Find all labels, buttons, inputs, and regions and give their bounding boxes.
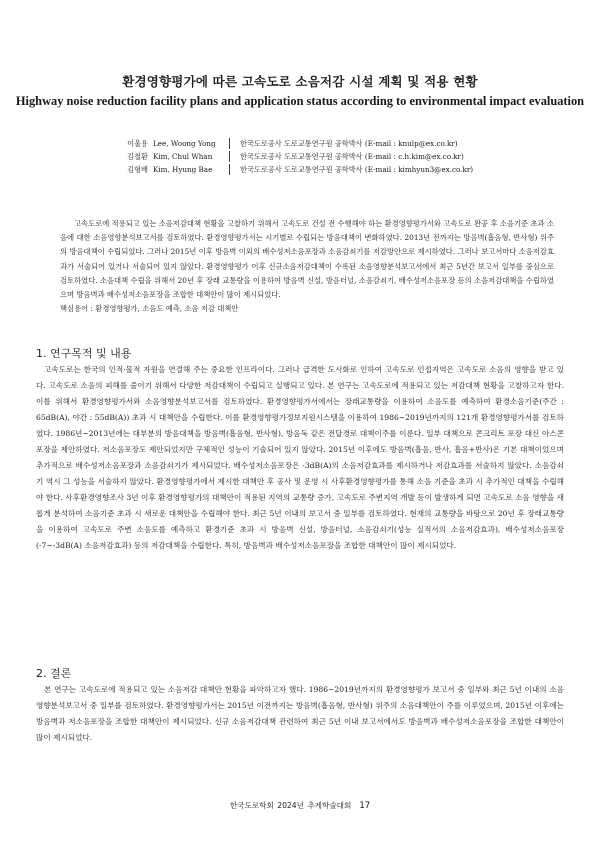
section-paragraph: 본 연구는 고속도로에 적용되고 있는 소음저감 대책안 현황을 파악하고자 했다. 1986~2019년까지의 환경영향평가 보고서 중 일부와 최근 5년 이내의 소음영향분석보고서 중 일부를 검토하였다. 환경영향평가서는 2015년 이전까지는 방음벽(흡음형, 반사형) 위주의 소음대책안이 주를 이루었으며, 2015년 이후에는 방음벽과 저소음포장을 조합한 대책안이 제시되었다. 신규 소음저감대책 관련하여 최근 5년 이내 보고서에서도 방음벽과 배수성저소음포장을 조합한 대책안이 많이 제시되었다. (36, 685, 564, 742)
abstract (60, 217, 554, 316)
author-affiliation: 한국도로공사 도로교통연구원 공학박사 (E-mail : knulp@ex.co.kr) (240, 139, 458, 148)
page-footer (0, 800, 600, 811)
section-paragraph: 고속도로는 한국의 인적·물적 자원을 연결해 주는 중요한 인프라이다. 그러나 급격한 도시화로 인하여 고속도로 인접지역은 고속도로 소음의 영향을 받고 있다. 고속도로 소음의 피해를 줄이기 위해서 다양한 저감대책이 수립되고 실행되고 있다. 본 연구는 고속도로에 적용되고 있는 저감대책 현황을 고찰하고자 한다. 이를 위해서 환경영향평가서와 소음영향분석보고서를 검토하였다. 환경영향평가서에서는 장래교통량을 이용하여 소음도를 예측하여 환경소음기준(주간 : 65dB(A), 야간 : 55dB(A)) 초과 시 대책안을 수립한다. 이를 환경영향평가정보지원시스템을 이용하여 1986~2019년까지의 121개 환경영향평가서를 검토하였다. 1986년~2013년에는 대부분의 방음대책을 방음벽(흡음형, 반사형), 방음둑 같은 전달경로 대책이주를 이룬다. 일부 대책으로 콘크리트 포장 대신 아스콘 포장을 제안하였다. 저소음포장도 제안되었지만 구체적인 성능이 기술되어 있지 않았다. 2015년 이후에도 방음벽(흡음, 반사, 흡음+반사)은 기본 대책이었으며 추가적으로 배수성저소음포장과 소음감쇠기가 제시되었다. 배수성저소음포장은 -3dB(A)의 소음저감효과를 제시하거나 저감효과를 서술하지 않았다. 소음감쇠기 역시 그 성능을 서술하지 않았다. 환경영향평가에서 제시한 대책안 후 공사 및 운영 시 사후환경영향평가를 통해 소음 기준을 초과 시 추가적인 대책을 수립해야 한다. 사후환경영향조사 3년 이후 환경영향평가의 대책안이 적용된 지역의 교통량 증가, 고속도로 주변지역 개발 등이 발생하게 되면 고속도로 소음 영향을 새롭게 분석하여 소음기준 초과 시 새로운 대책안을 수립해야 한다. 최근 5년 이내의 보고서 중 일부를 검토하였다. 현재의 교통량을 바탕으로 20년 후 장래교통량을 이용하여 고속도로 주변 소음도를 예측하고 환경기준 초과 시 방음벽 신설, 방음터널, 소음감쇠기(성능 실적서의 소음저감효과), 배수성저소음포장(-7~-3dB(A) 소음저감효과) 등의 저감대책을 수립한다. 특히, 방음벽과 배수성저소음포장을 조합한 대책안이 많이 제시되었다. (36, 365, 564, 550)
section-body-conclusion (36, 682, 564, 746)
author-row (110, 150, 530, 163)
author-name-korean: 김형배 (127, 165, 148, 174)
paper-title-english: Highway noise reduction facility plans and application status according to environmental impact evaluation (15, 94, 585, 108)
author-divider (229, 164, 230, 175)
author-name-korean: 김철환 (127, 152, 148, 161)
section-heading-conclusion: 2. 결론 (36, 667, 72, 680)
author-divider (229, 138, 230, 149)
author-name-english: Lee, Woong Yong (153, 139, 216, 148)
abstract-text: 고속도로에 적용되고 있는 소음저감대책 현황을 고찰하기 위해서 고속도로 건설 전 수행해야 하는 환경영향평가서와 고속도로 완공 후 소음기준 초과 소음에 대한 소음영향분석보고서를 검토하였다. 환경영향평가서는 시기별로 수립되는 방음대책이 변화하였다. 2013년 전까지는 방음벽(흡음형, 반사형) 위주의 방음대책이 수립되었다. 그러나 2015년 이후 방음벽 이외의 배수성저소음포장과 소음감쇠기를 저감방안으로 제시하였다. 그러나 보고서마다 소음저감효과가 서술되어 있거나 서술되어 있지 않았다. 환경영향평가 이후 신규소음저감대책이 수록된 소음영향분석보고서에서 최근 5년간 보고서 일부를 중심으로 검토하였다. 소음대책 수립을 위해서 20년 후 장래 교통량을 이용하여 방음벽 신설, 방음터널, 소음감쇠기, 배수성저소음포장 등의 소음저감대책을 수립하였으며 방음벽과 배수성저소음포장을 조합한 대책안이 많이 제시되었다. (60, 219, 554, 300)
page-number: 17 (359, 801, 371, 811)
section-heading-purpose: 1. 연구목적 및 내용 (36, 347, 132, 360)
conference-name: 한국도로학회 2024년 추계학술대회 (229, 801, 352, 810)
author-row (110, 137, 530, 150)
author-list (110, 137, 530, 176)
keywords: 핵심용어 : 환경영향평가, 소음도 예측, 소음 저감 대책안 (60, 304, 239, 314)
author-row (110, 163, 530, 176)
author-divider (229, 151, 230, 162)
author-affiliation: 한국도로공사 도로교통연구원 공학박사 (E-mail : c.h.kim@ex.co.kr) (240, 152, 464, 161)
author-affiliation: 한국도로공사 도로교통연구원 공학박사 (E-mail : kimhyun3@ex.co.kr) (240, 165, 474, 174)
paper-title-korean: 환경영향평가에 따른 고속도로 소음저감 시설 계획 및 적용 현황 (122, 74, 478, 89)
author-name-english: Kim, Chul Whan (153, 152, 213, 161)
author-name-korean: 이울용 (127, 139, 148, 148)
author-name-english: Kim, Hyung Bae (153, 165, 213, 174)
section-body-purpose (36, 362, 564, 554)
